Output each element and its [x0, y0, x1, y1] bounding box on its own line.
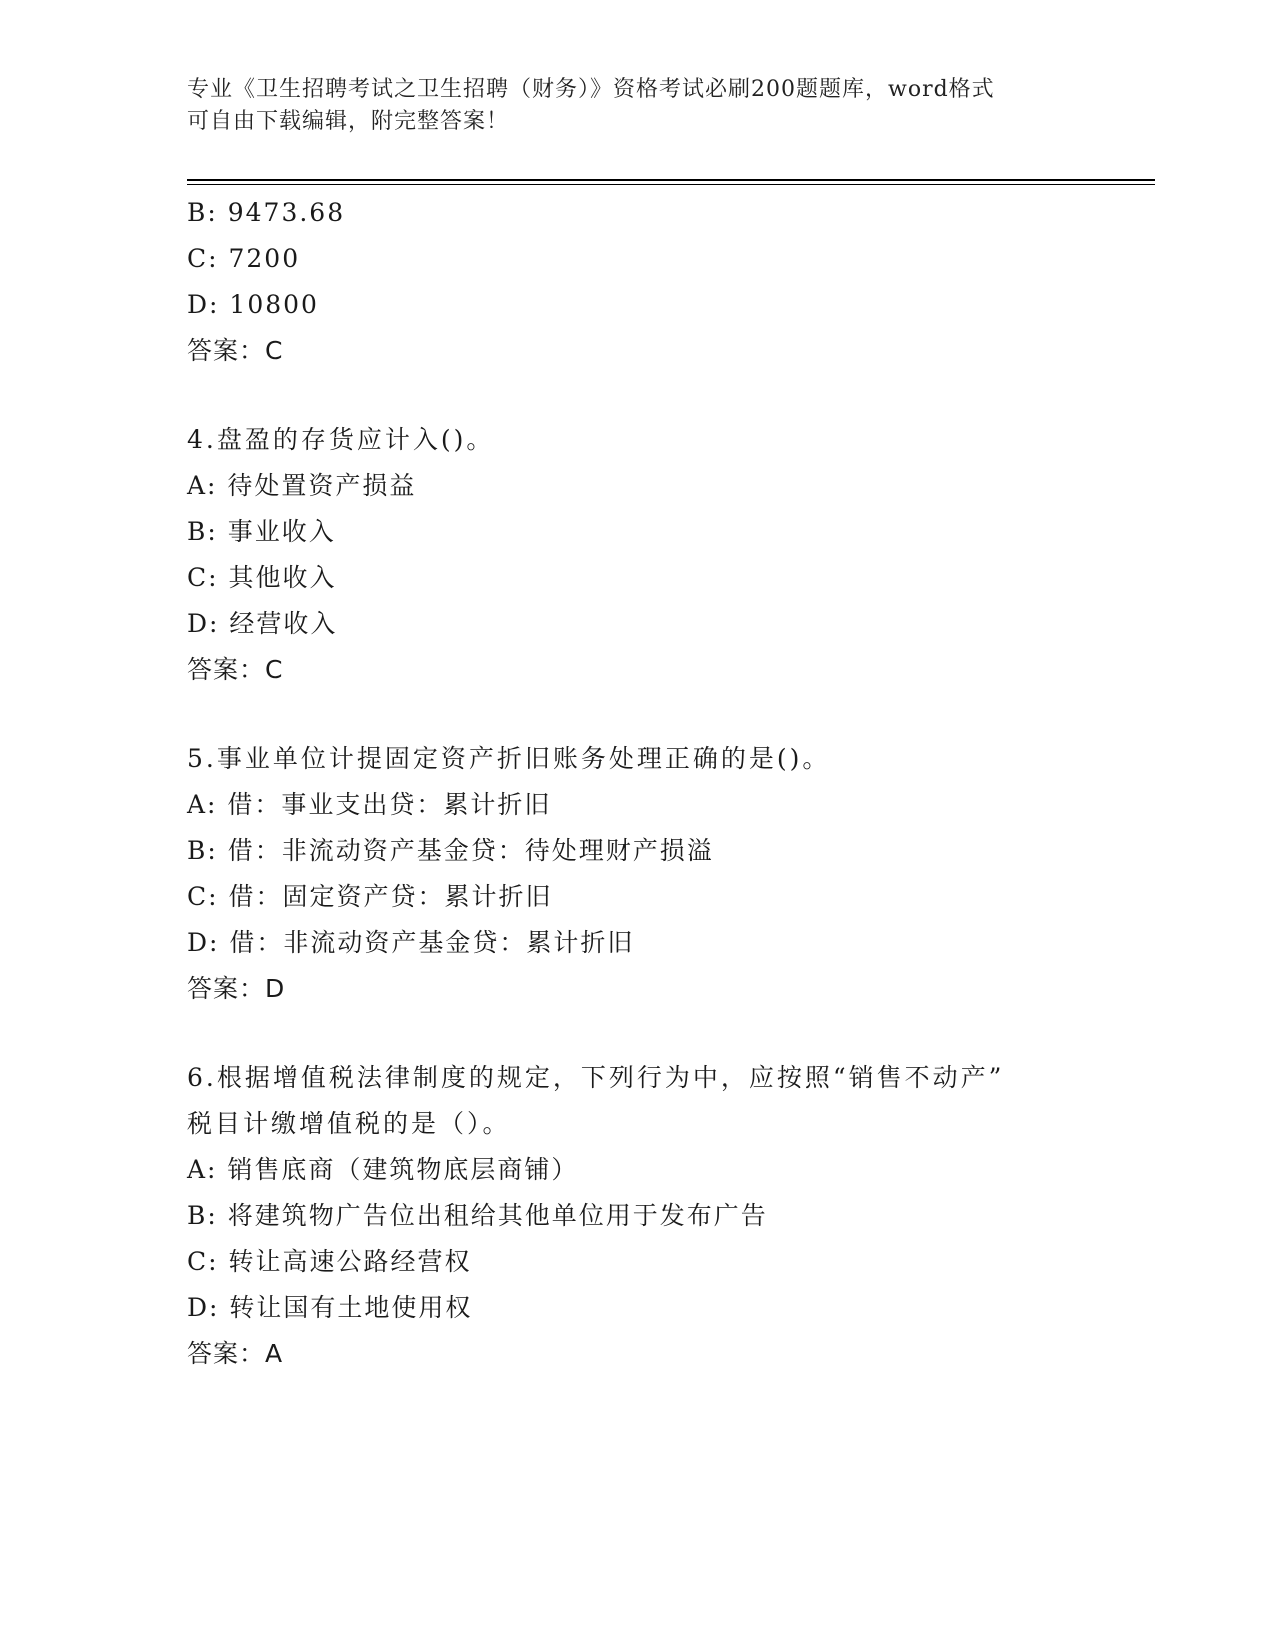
option-c: C: 转让高速公路经营权: [187, 1247, 472, 1276]
question-block-5: [187, 736, 1155, 1012]
header-divider-thin: [187, 184, 1155, 185]
question-text: 5.事业单位计提固定资产折旧账务处理正确的是()。: [187, 744, 831, 773]
answer: 答案：D: [187, 974, 286, 1003]
option-d: D: 经营收入: [187, 609, 338, 638]
question-block-3-tail: [187, 190, 1155, 374]
question-list: [187, 190, 1155, 1377]
option-b: B: 事业收入: [187, 517, 336, 546]
option-b: B: 借：非流动资产基金贷：待处理财产损溢: [187, 836, 714, 865]
question-text: 4.盘盈的存货应计入()。: [187, 425, 495, 454]
header-title-line1: 专业《卫生招聘考试之卫生招聘（财务）》资格考试必刷200题题库，word格式: [187, 77, 995, 102]
answer: 答案：A: [187, 1339, 284, 1368]
option-d: D: 10800: [187, 290, 319, 319]
option-d: D: 借：非流动资产基金贷：累计折旧: [187, 928, 635, 957]
answer: 答案：C: [187, 336, 284, 365]
option-c: C: 7200: [187, 244, 301, 273]
question-block-4: [187, 417, 1155, 693]
spacer: [187, 374, 1155, 417]
spacer: [187, 693, 1155, 736]
question-text-line1: 6.根据增值税法律制度的规定，下列行为中，应按照“销售不动产”: [187, 1063, 1005, 1092]
option-b: B: 将建筑物广告位出租给其他单位用于发布广告: [187, 1201, 768, 1230]
document-header: [187, 74, 1067, 138]
option-a: A: 待处置资产损益: [187, 471, 417, 500]
answer: 答案：C: [187, 655, 284, 684]
option-a: A: 销售底商（建筑物底层商铺）: [187, 1155, 579, 1184]
option-b: B: 9473.68: [187, 198, 346, 227]
question-text-line2: 税目计缴增值税的是（）。: [187, 1109, 511, 1138]
option-d: D: 转让国有土地使用权: [187, 1293, 473, 1322]
header-divider-thick: [187, 179, 1155, 181]
option-c: C: 其他收入: [187, 563, 337, 592]
header-title-line2: 可自由下载编辑，附完整答案！: [187, 109, 510, 134]
option-a: A: 借：事业支出贷：累计折旧: [187, 790, 552, 819]
option-c: C: 借：固定资产贷：累计折旧: [187, 882, 553, 911]
question-block-6: [187, 1055, 1155, 1377]
spacer: [187, 1012, 1155, 1055]
